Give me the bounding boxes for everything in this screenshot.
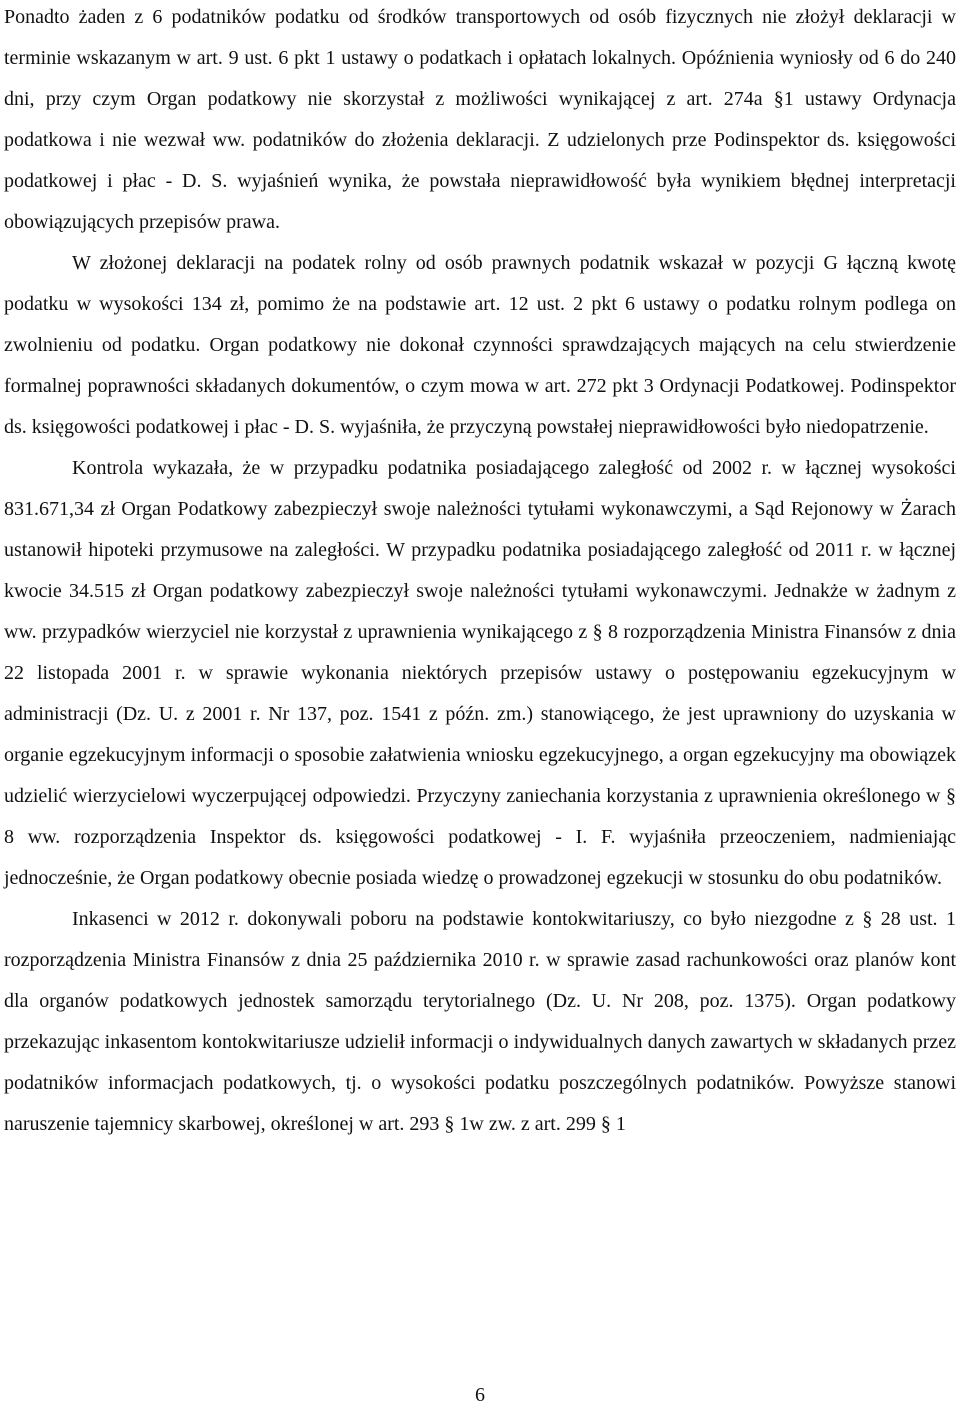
page-number: 6 [475, 1384, 485, 1406]
paragraph-transport-tax-declarations: Ponadto żaden z 6 podatników podatku od środków transportowych od osób fizycznych nie złożył deklaracji w terminie wskazanym w art. 9 ust. 6 pkt 1 ustawy o podatkach i opłatach lokalnych. Opóźnienia wyniosły od 6 do 240 dni, przy czym Organ podatkowy nie skorzystał z możliwości wynikającej z art. 274a §1 ustawy Ordynacja podatkowa i nie wezwał ww. podatników do złożenia deklaracji. Z udzielonych prze Podinspektor ds. księgowości podatkowej i płac - D. S. wyjaśnień wynika, że powstała nieprawidłowość była wynikiem błędnej interpretacji obowiązujących przepisów prawa. [4, 6, 956, 233]
paragraph-agricultural-tax-declaration: W złożonej deklaracji na podatek rolny od osób prawnych podatnik wskazał w pozycji G łączną kwotę podatku w wysokości 134 zł, pomimo że na podstawie art. 12 ust. 2 pkt 6 ustawy o podatku rolnym podlega on zwolnieniu od podatku. Organ podatkowy nie dokonał czynności sprawdzających mających na celu stwierdzenie formalnej poprawności składanych dokumentów, o czym mowa w art. 272 pkt 3 Ordynacji Podatkowej. Podinspektor ds. księgowości podatkowej i płac - D. S. wyjaśniła, że przyczyną powstałej nieprawidłowości było niedopatrzenie. [4, 252, 956, 438]
paragraph-arrears-enforcement: Kontrola wykazała, że w przypadku podatnika posiadającego zaległość od 2002 r. w łącznej wysokości 831.671,34 zł Organ Podatkowy zabezpieczył swoje należności tytułami wykonawczymi, a Sąd Rejonowy w Żarach ustanowił hipoteki przymusowe na zaległości. W przypadku podatnika posiadającego zaległość od 2011 r. w łącznej kwocie 34.515 zł Organ podatkowy zabezpieczył swoje należności tytułami wykonawczymi. Jednakże w żadnym z ww. przypadków wierzyciel nie korzystał z uprawnienia wynikającego z § 8 rozporządzenia Ministra Finansów z dnia 22 listopada 2001 r. w sprawie wykonania niektórych przepisów ustawy o postępowaniu egzekucyjnym w administracji (Dz. U. z 2001 r. Nr 137, poz. 1541 z późn. zm.) stanowiącego, że jest uprawniony do uzyskania w organie egzekucyjnym informacji o sposobie załatwienia wniosku egzekucyjnego, a organ egzekucyjny ma obowiązek udzielić wierzycielowi wyczerpującej odpowiedzi. Przyczyny zaniechania korzystania z uprawnienia określonego w § 8 ww. rozporządzenia Inspektor ds. księgowości podatkowej - I. F. wyjaśniła przeoczeniem, nadmieniając jednocześnie, że Organ podatkowy obecnie posiada wiedzę o prowadzonej egzekucji w stosunku do obu podatników. [4, 457, 956, 889]
document-body [4, 0, 956, 1145]
paragraph-tax-collectors: Inkasenci w 2012 r. dokonywali poboru na podstawie kontokwitariuszy, co było niezgodne z § 28 ust. 1 rozporządzenia Ministra Finansów z dnia 25 października 2010 r. w sprawie zasad rachunkowości oraz planów kont dla organów podatkowych jednostek samorządu terytorialnego (Dz. U. Nr 208, poz. 1375). Organ podatkowy przekazując inkasentom kontokwitariusze udzielił informacji o indywidualnych danych zawartych w składanych przez podatników informacjach podatkowych, tj. o wysokości podatku poszczególnych podatników. Powyższe stanowi naruszenie tajemnicy skarbowej, określonej w art. 293 § 1w zw. z art. 299 § 1 [4, 908, 956, 1135]
